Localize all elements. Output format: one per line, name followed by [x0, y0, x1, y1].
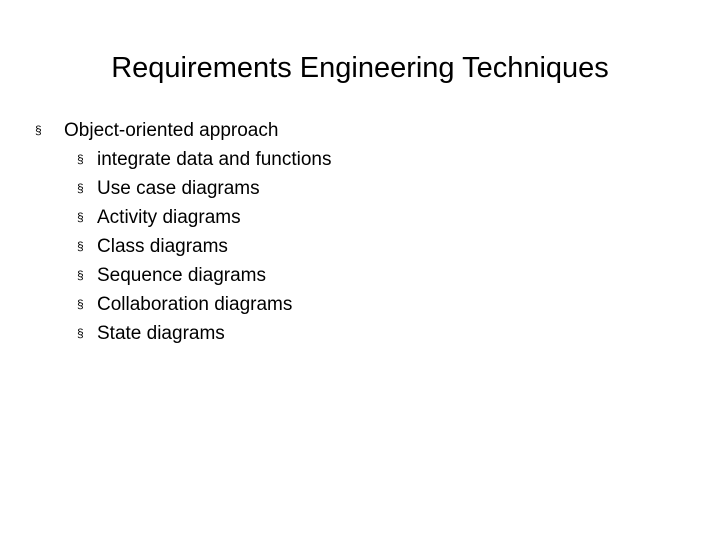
- sub-bullet-text: Activity diagrams: [97, 207, 241, 228]
- sub-bullet-item-integrate-data: [0, 145, 720, 174]
- bullet-icon: §: [77, 152, 84, 166]
- sub-bullet-item-state-diagrams: [0, 319, 720, 348]
- bullet-item-object-oriented-approach: [0, 116, 720, 145]
- sub-bullet-item-use-case-diagrams: [0, 174, 720, 203]
- sub-bullet-item-class-diagrams: [0, 232, 720, 261]
- sub-bullet-text: Class diagrams: [97, 236, 228, 257]
- bullet-text: Object-oriented approach: [64, 120, 279, 141]
- sub-bullet-item-activity-diagrams: [0, 203, 720, 232]
- sub-bullet-item-sequence-diagrams: [0, 261, 720, 290]
- bullet-icon: §: [35, 123, 42, 137]
- sub-bullet-text: Use case diagrams: [97, 178, 260, 199]
- slide-title: Requirements Engineering Techniques: [111, 52, 609, 84]
- sub-bullet-item-collaboration-diagrams: [0, 290, 720, 319]
- sub-bullet-text: State diagrams: [97, 323, 225, 344]
- sub-bullet-text: Collaboration diagrams: [97, 294, 293, 315]
- bullet-icon: §: [77, 268, 84, 282]
- bullet-list: [0, 116, 720, 348]
- sub-bullet-text: Sequence diagrams: [97, 265, 266, 286]
- sub-bullet-text: integrate data and functions: [97, 149, 332, 170]
- bullet-icon: §: [77, 210, 84, 224]
- bullet-icon: §: [77, 181, 84, 195]
- bullet-icon: §: [77, 297, 84, 311]
- bullet-icon: §: [77, 326, 84, 340]
- bullet-icon: §: [77, 239, 84, 253]
